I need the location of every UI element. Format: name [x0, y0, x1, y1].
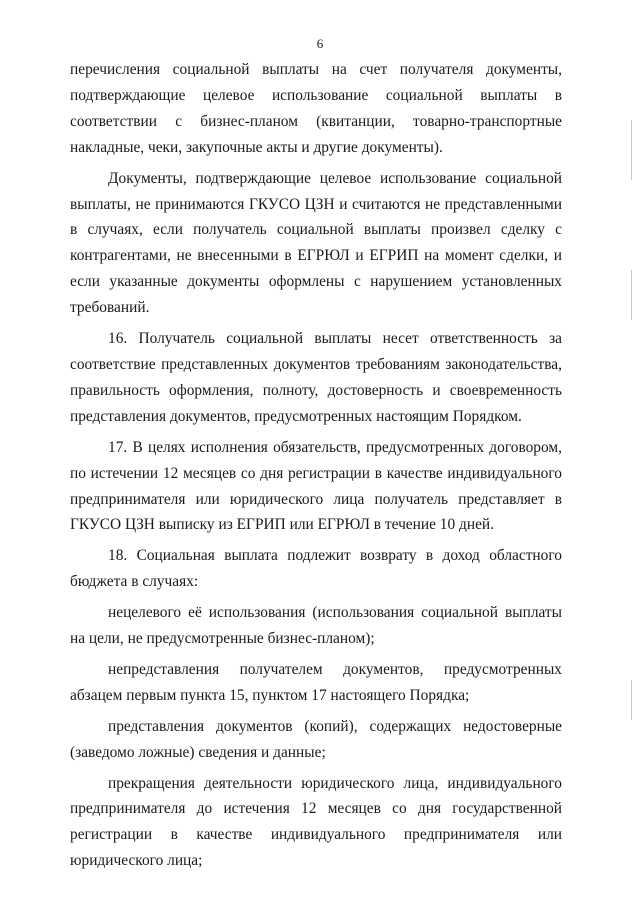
scan-edge-mark: [631, 270, 632, 320]
paragraph-documents-not-accepted: Документы, подтверждающие целевое использование социальной выплаты, не принимаются ГКУСО ЦЗН и считаются не представленными в случаях, если получатель социальной выплаты произвел сделку с контрагентами, не внесенными в ЕГРЮЛ и ЕГРИП на момент сделки, и если указанные документы оформлены с нарушением установленных требований.: [70, 169, 562, 317]
list-item-false-documents: представления документов (копий), содержащих недостоверные (заведомо ложные) сведения и данные;: [70, 717, 562, 761]
list-item-termination: прекращения деятельности юридического лица, индивидуального предпринимателя до истечения 12 месяцев со дня государственной регистрации в качестве индивидуального предпринимателя или юридического лица;: [70, 774, 562, 870]
paragraph-continuation: перечисления социальной выплаты на счет получателя документы, подтверждающие целевое использование социальной выплаты в соответствии с бизнес-планом (квитанции, товарно-транспортные накладные, чеки, закупочные акты и другие документы).: [70, 61, 562, 156]
list-item-non-submission: непредставления получателем документов, предусмотренных абзацем первым пункта 15, пунктом 17 настоящего Порядка;: [70, 660, 562, 704]
paragraph-clause-18: 18. Социальная выплата подлежит возврату в доход областного бюджета в случаях:: [70, 547, 562, 591]
scan-edge-mark: [631, 680, 632, 720]
scan-edge-mark: [631, 120, 632, 180]
paragraph-clause-16: 16. Получатель социальной выплаты несет ответственность за соответствие представленных документов требованиям законодательства, правильность оформления, полноту, достоверность и своевременность представления документов, предусмотренных настоящим Порядком.: [70, 330, 562, 425]
paragraph-clause-17: 17. В целях исполнения обязательств, предусмотренных договором, по истечении 12 месяцев со дня регистрации в качестве индивидуального предпринимателя или юридического лица получатель представляет в ГКУСО ЦЗН выписку из ЕГРИП или ЕГРЮЛ в течение 10 дней.: [70, 438, 562, 534]
page-number: 6: [316, 36, 324, 51]
document-body: [70, 57, 562, 874]
list-item-misuse: нецелевого её использования (использования социальной выплаты на цели, не предусмотренные бизнес-планом);: [70, 604, 562, 648]
